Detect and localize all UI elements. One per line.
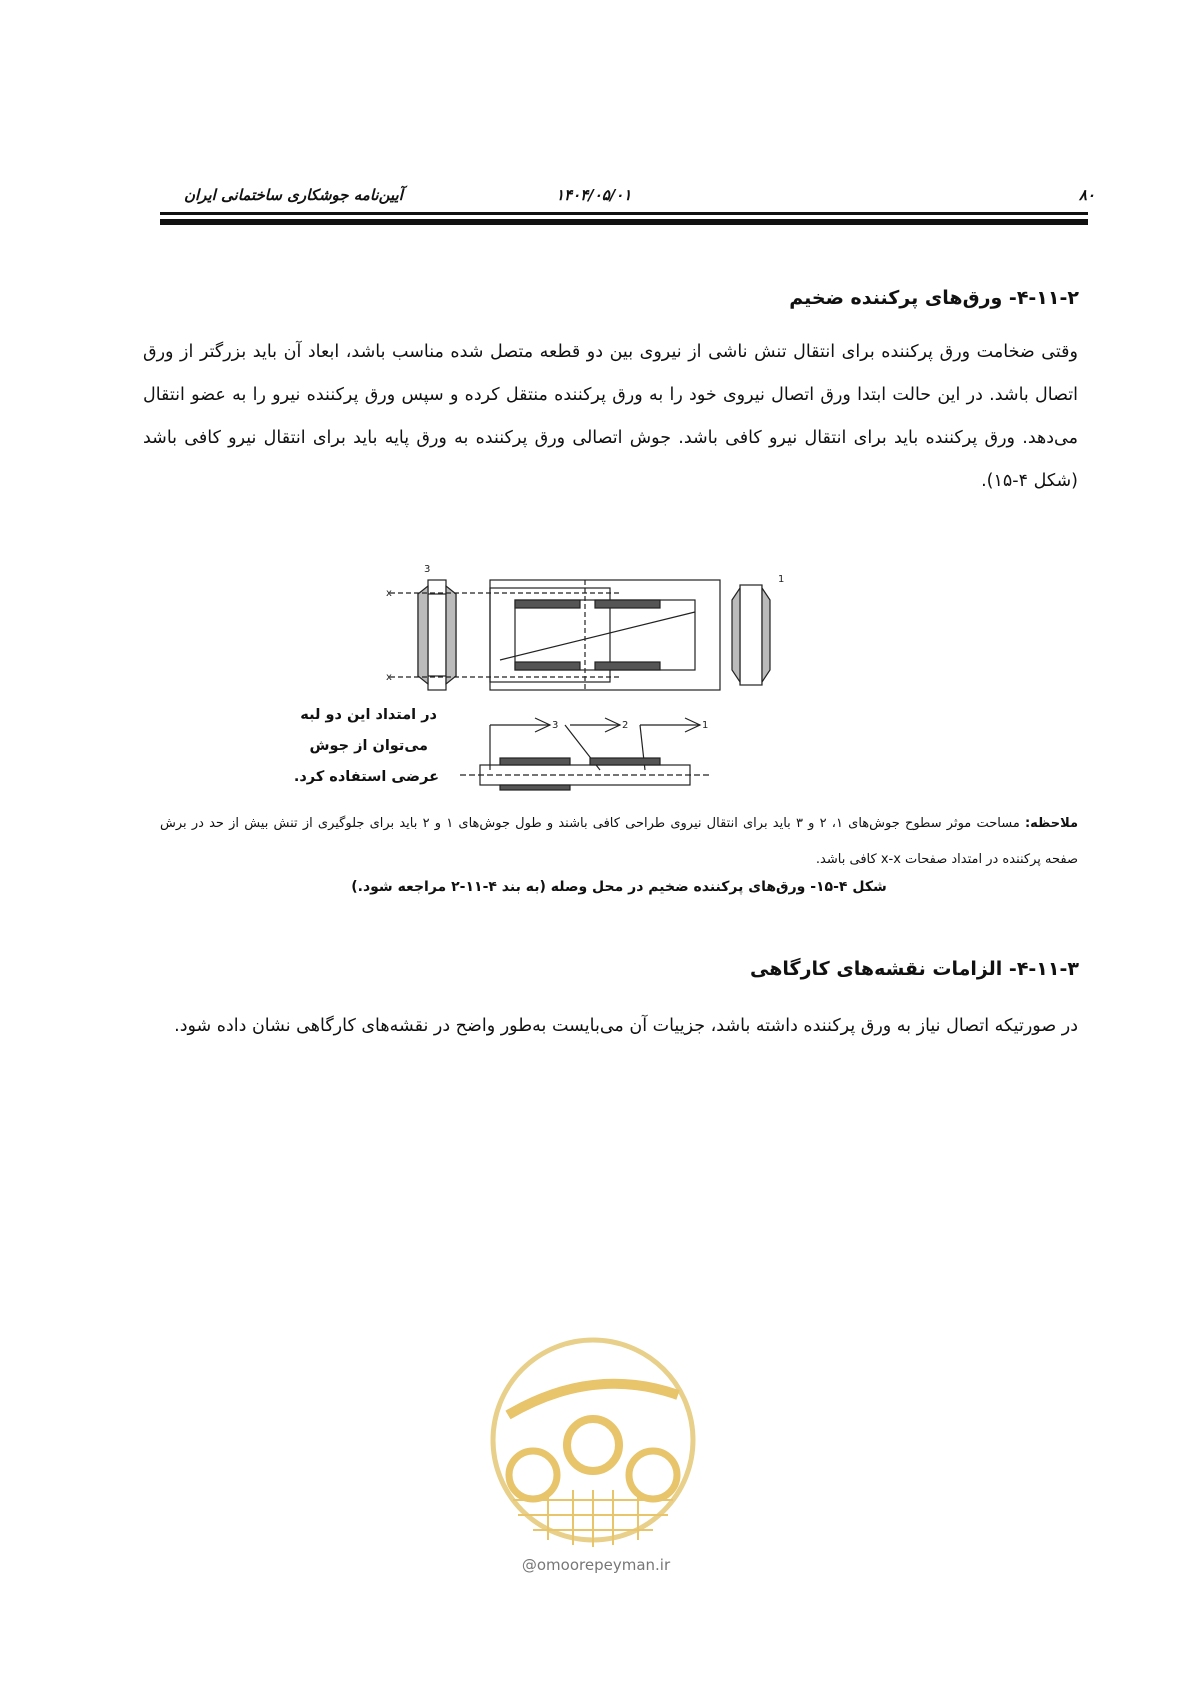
weld-number-1b: 1	[702, 720, 709, 731]
header-date: ۱۴۰۴/۰۵/۰۱	[556, 186, 632, 204]
section-mark-x: x	[386, 588, 392, 599]
figure-label-line1: در امتداد این دو لبه	[300, 707, 437, 723]
figure-caption: شکل ۴-۱۵- ورق‌های پرکننده ضخیم در محل وصله (به بند ۴-۱۱-۲ مراجعه شود.)	[351, 879, 887, 895]
header-title: آیین‌نامه جوشکاری ساختمانی ایران	[184, 186, 403, 204]
figure-label-line2: می‌توان از جوش	[309, 738, 428, 754]
section-mark-x: x	[386, 672, 392, 683]
figure-note	[160, 806, 1078, 878]
weld-number-3: 3	[424, 564, 431, 575]
weld-number-2: 2	[622, 720, 629, 731]
watermark-text: @omoorepeyman.ir	[521, 1556, 671, 1574]
header-rule-thin	[160, 212, 1088, 215]
note-label: ملاحظه:	[1024, 816, 1079, 831]
watermark-logo	[488, 1325, 698, 1555]
filler-plate-figure	[386, 560, 870, 790]
section-paragraph: وقتی ضخامت ورق پرکننده برای انتقال تنش ناشی از نیروی بین دو قطعه متصل شده مناسب باشد، ابعاد آن باید بزرگتر از ورق اتصال باشد. در این حالت ابتدا ورق اتصال نیروی خود را به ورق پرکننده منتقل کرده و سپس ورق پرکننده نیرو را به عضو انتقال می‌دهد. ورق پرکننده باید برای انتقال نیرو کافی باشد. جوش اتصالی ورق پرکننده به ورق پایه باید برای انتقال نیرو کافی باشد (شکل ۴-۱۵).	[143, 342, 1078, 491]
figure-label-line3: عرضی استفاده کرد.	[293, 769, 439, 785]
note-text: مساحت موثر سطوح جوش‌های ۱، ۲ و ۳ باید برای انتقال نیروی طراحی کافی باشند و طول جوش‌های ۱ و ۲ باید برای جلوگیری از تنش بیش از حد در برش صفحه پرکننده در امتداد صفحات x-x کافی باشد.	[160, 816, 1078, 867]
section-heading: ۴-۱۱-۲- ورق‌های پرکننده ضخیم	[789, 287, 1079, 309]
weld-number-1: 1	[778, 574, 785, 585]
header-rule-thick	[160, 219, 1088, 225]
section-paragraph: در صورتیکه اتصال نیاز به ورق پرکننده داشته باشد، جزییات آن می‌بایست به‌طور واضح در نقشه‌های کارگاهی نشان داده شود.	[174, 1016, 1078, 1036]
page-number: ۸۰	[1078, 186, 1095, 204]
weld-number-3b: 3	[552, 720, 559, 731]
section-heading: ۴-۱۱-۳- الزامات نقشه‌های کارگاهی	[750, 958, 1079, 980]
